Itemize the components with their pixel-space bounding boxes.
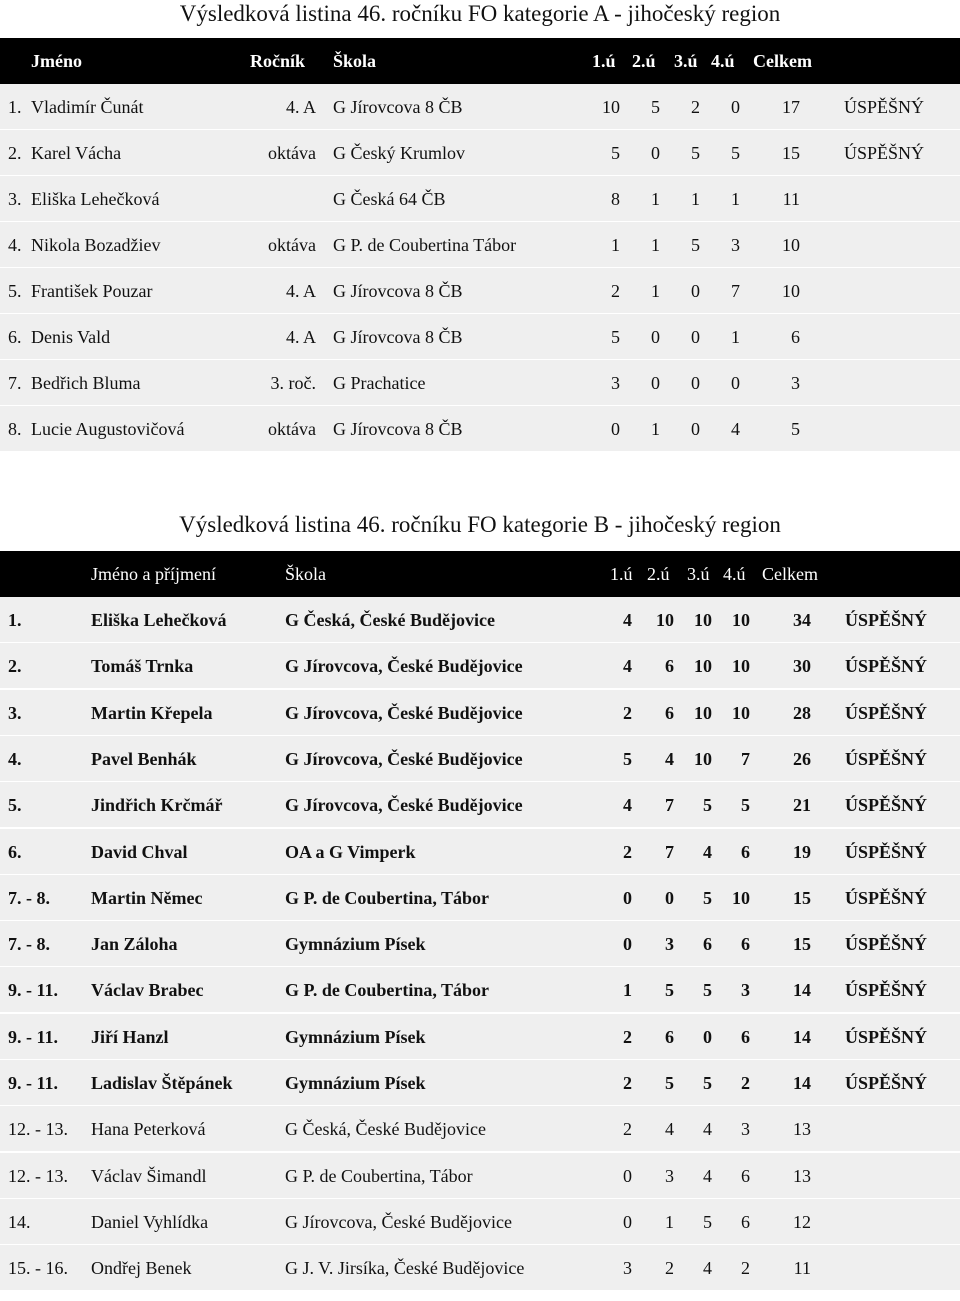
column-header: Jméno: [31, 51, 82, 71]
table-row: [0, 84, 960, 130]
column-header: Škola: [333, 51, 377, 71]
table-row: [0, 967, 960, 1013]
cell-year: oktáva: [268, 419, 316, 439]
column-header: Škola: [285, 564, 327, 584]
cell-school: OA a G Vimperk: [285, 841, 416, 862]
cell-s2: 3: [665, 934, 674, 955]
cell-s4: 5: [741, 795, 750, 816]
table-row: [0, 597, 960, 643]
status-label: ÚSPĚŠNÝ: [845, 702, 928, 723]
column-header: 3.ú: [687, 564, 710, 584]
table-row: [0, 176, 960, 222]
cell-rank: 6.: [8, 327, 22, 347]
status-label: ÚSPĚŠNÝ: [843, 143, 924, 163]
cell-name: Jindřich Krčmář: [91, 795, 223, 816]
cell-name: Tomáš Trnka: [91, 656, 194, 677]
cell-s2: 0: [651, 373, 660, 393]
cell-s3: 2: [691, 97, 700, 117]
cell-s1: 2: [611, 281, 620, 301]
cell-rank: 7. - 8.: [8, 887, 50, 908]
table-b-title: Výsledková listina 46. ročníku FO kategorie B - jihočeský region: [179, 512, 781, 537]
cell-year: 4. A: [285, 97, 316, 117]
cell-school: Gymnázium Písek: [285, 1073, 426, 1093]
cell-school: G Česká 64 ČB: [333, 189, 446, 209]
status-label: ÚSPĚŠNÝ: [843, 97, 924, 117]
cell-s1: 0: [623, 1211, 632, 1232]
cell-s2: 0: [651, 143, 660, 163]
cell-rank: 15. - 16.: [8, 1258, 68, 1279]
column-header: Celkem: [753, 51, 812, 71]
cell-s3: 0: [691, 419, 700, 439]
cell-name: Denis Vald: [31, 327, 111, 347]
table-row: [0, 268, 960, 314]
column-header: 2.ú: [647, 564, 670, 584]
table-row: [0, 1106, 960, 1152]
cell-rank: 8.: [8, 419, 22, 439]
cell-s4: 1: [731, 327, 740, 347]
column-header: 2.ú: [632, 51, 656, 71]
cell-total: 15: [793, 934, 811, 955]
table-row: [0, 406, 960, 452]
cell-total: 15: [793, 887, 811, 908]
cell-school: G Jírovcova, České Budějovice: [285, 702, 523, 723]
cell-rank: 3.: [8, 702, 22, 723]
cell-name: Václav Šimandl: [91, 1165, 207, 1186]
cell-school: G Jírovcova 8 ČB: [333, 419, 463, 439]
cell-name: Nikola Bozadžiev: [31, 235, 161, 255]
column-header: Ročník: [250, 51, 306, 71]
cell-name: Jiří Hanzl: [91, 1026, 169, 1047]
cell-s1: 5: [623, 748, 632, 769]
cell-rank: 5.: [8, 281, 22, 301]
cell-name: Václav Brabec: [91, 980, 204, 1001]
cell-s4: 3: [741, 980, 750, 1001]
column-header: Celkem: [762, 564, 818, 584]
cell-total: 34: [793, 610, 811, 630]
cell-s4: 6: [741, 841, 750, 862]
table-row: [0, 222, 960, 268]
cell-s2: 4: [665, 748, 674, 769]
cell-s2: 1: [651, 419, 660, 439]
cell-s2: 5: [665, 980, 674, 1001]
cell-s3: 5: [703, 887, 712, 908]
cell-s4: 6: [741, 1026, 750, 1047]
cell-total: 21: [793, 795, 811, 816]
cell-rank: 2.: [8, 656, 22, 677]
cell-school: G Jírovcova 8 ČB: [333, 327, 463, 347]
cell-s3: 6: [703, 934, 712, 955]
column-header: Jméno a příjmení: [91, 564, 216, 584]
cell-name: Martin Křepela: [91, 702, 213, 723]
cell-year: 4. A: [285, 281, 316, 301]
table-row: [0, 736, 960, 782]
status-label: ÚSPĚŠNÝ: [845, 980, 928, 1001]
cell-s3: 0: [691, 373, 700, 393]
cell-total: 28: [793, 702, 811, 723]
cell-total: 10: [782, 281, 800, 301]
cell-s2: 4: [665, 1119, 674, 1140]
cell-s2: 10: [656, 610, 674, 630]
cell-school: G Česká, České Budějovice: [285, 610, 495, 630]
cell-total: 30: [793, 656, 811, 677]
status-label: ÚSPĚŠNÝ: [845, 1073, 928, 1093]
cell-s3: 10: [694, 610, 712, 630]
cell-s1: 1: [611, 235, 620, 255]
cell-total: 19: [793, 841, 811, 862]
cell-s4: 4: [731, 419, 740, 439]
cell-school: G Česká, České Budějovice: [285, 1119, 486, 1140]
cell-s1: 2: [623, 841, 632, 862]
cell-s3: 5: [691, 143, 700, 163]
table-row: [0, 314, 960, 360]
cell-total: 17: [782, 97, 800, 117]
table-row: [0, 360, 960, 406]
table-row: [0, 829, 960, 875]
cell-name: Hana Peterková: [91, 1119, 206, 1140]
table-row: [0, 690, 960, 736]
table-header-row: [0, 551, 960, 597]
cell-total: 14: [793, 1073, 811, 1093]
cell-s3: 5: [703, 1211, 712, 1232]
cell-s1: 3: [623, 1258, 632, 1279]
status-label: ÚSPĚŠNÝ: [845, 887, 928, 908]
cell-year: oktáva: [268, 143, 316, 163]
cell-name: Eliška Lehečková: [31, 189, 160, 209]
cell-s1: 0: [611, 419, 620, 439]
cell-name: Vladimír Čunát: [31, 97, 144, 117]
cell-s3: 0: [691, 281, 700, 301]
cell-total: 6: [791, 327, 800, 347]
cell-name: Karel Vácha: [31, 143, 122, 163]
cell-s3: 4: [703, 1119, 712, 1140]
cell-school: G Jírovcova 8 ČB: [333, 281, 463, 301]
cell-total: 14: [793, 1026, 811, 1047]
cell-s4: 2: [741, 1258, 750, 1279]
cell-s2: 6: [665, 1026, 674, 1047]
table-row: [0, 782, 960, 828]
cell-school: G Jírovcova, České Budějovice: [285, 656, 523, 677]
cell-rank: 9. - 11.: [8, 1073, 59, 1093]
table-row: [0, 130, 960, 176]
table-row: [0, 1153, 960, 1199]
cell-s3: 4: [703, 1165, 712, 1186]
cell-s3: 5: [691, 235, 700, 255]
cell-s4: 3: [731, 235, 740, 255]
cell-school: G P. de Coubertina, Tábor: [285, 887, 490, 908]
cell-rank: 7. - 8.: [8, 934, 50, 955]
table-row: [0, 1245, 960, 1291]
cell-name: Ladislav Štěpánek: [91, 1073, 233, 1093]
cell-s1: 2: [623, 1073, 632, 1093]
cell-s3: 4: [703, 1258, 712, 1279]
cell-s1: 2: [623, 1119, 632, 1140]
cell-school: G P. de Coubertina Tábor: [333, 235, 517, 255]
status-label: ÚSPĚŠNÝ: [845, 934, 928, 955]
cell-s2: 3: [665, 1165, 674, 1186]
cell-s4: 10: [732, 610, 750, 630]
cell-school: G P. de Coubertina, Tábor: [285, 980, 490, 1001]
cell-s1: 4: [623, 656, 632, 677]
cell-s1: 0: [623, 887, 632, 908]
cell-s2: 2: [665, 1258, 674, 1279]
cell-s1: 8: [611, 189, 620, 209]
cell-s4: 7: [731, 281, 740, 301]
status-label: ÚSPĚŠNÝ: [845, 748, 928, 769]
cell-s2: 1: [651, 281, 660, 301]
cell-s4: 6: [741, 1165, 750, 1186]
cell-s2: 5: [651, 97, 660, 117]
cell-rank: 4.: [8, 235, 22, 255]
cell-name: Lucie Augustovičová: [31, 419, 185, 439]
cell-school: G Prachatice: [333, 373, 426, 393]
cell-school: G Český Krumlov: [333, 143, 465, 163]
column-header: 4.ú: [723, 564, 746, 584]
cell-s4: 10: [732, 656, 750, 677]
cell-s1: 5: [611, 327, 620, 347]
cell-s2: 5: [665, 1073, 674, 1093]
cell-school: G Jírovcova, České Budějovice: [285, 795, 523, 816]
cell-name: Bedřich Bluma: [31, 373, 141, 393]
cell-rank: 7.: [8, 373, 22, 393]
cell-total: 14: [793, 980, 811, 1001]
cell-name: Eliška Lehečková: [91, 610, 227, 630]
cell-name: Ondřej Benek: [91, 1258, 192, 1279]
cell-rank: 6.: [8, 841, 22, 862]
cell-total: 13: [793, 1165, 811, 1186]
cell-rank: 3.: [8, 189, 22, 209]
cell-name: Jan Záloha: [91, 934, 178, 955]
table-row: [0, 1060, 960, 1106]
cell-year: 4. A: [285, 327, 316, 347]
cell-rank: 9. - 11.: [8, 980, 59, 1001]
cell-name: Pavel Benhák: [91, 748, 197, 769]
cell-s1: 4: [623, 795, 632, 816]
cell-s4: 6: [741, 1211, 750, 1232]
cell-s1: 3: [611, 373, 620, 393]
cell-total: 5: [791, 419, 800, 439]
cell-s3: 0: [703, 1026, 712, 1047]
table-row: [0, 1014, 960, 1060]
cell-rank: 9. - 11.: [8, 1026, 59, 1047]
cell-s2: 7: [665, 841, 674, 862]
cell-rank: 12. - 13.: [8, 1165, 68, 1186]
table-row: [0, 643, 960, 689]
cell-rank: 1.: [8, 97, 22, 117]
cell-school: G Jírovcova, České Budějovice: [285, 748, 523, 769]
cell-s1: 4: [623, 610, 632, 630]
cell-school: Gymnázium Písek: [285, 934, 426, 955]
cell-s3: 5: [703, 980, 712, 1001]
cell-s4: 10: [732, 887, 750, 908]
table-row: [0, 921, 960, 967]
cell-s4: 0: [731, 97, 740, 117]
cell-name: David Chval: [91, 841, 188, 862]
cell-s1: 1: [623, 980, 632, 1001]
status-label: ÚSPĚŠNÝ: [845, 1026, 928, 1047]
cell-s3: 10: [694, 656, 712, 677]
cell-s4: 2: [741, 1073, 750, 1093]
table-a-title: Výsledková listina 46. ročníku FO kategorie A - jihočeský region: [179, 1, 781, 26]
cell-s2: 1: [651, 189, 660, 209]
cell-name: Martin Němec: [91, 887, 203, 908]
column-header: 1.ú: [592, 51, 616, 71]
cell-s1: 10: [602, 97, 620, 117]
cell-s1: 2: [623, 702, 632, 723]
cell-s4: 3: [741, 1119, 750, 1140]
cell-s1: 5: [611, 143, 620, 163]
cell-total: 10: [782, 235, 800, 255]
cell-s4: 0: [731, 373, 740, 393]
cell-s1: 0: [623, 934, 632, 955]
cell-rank: 4.: [8, 748, 22, 769]
cell-school: G P. de Coubertina, Tábor: [285, 1165, 473, 1186]
cell-s2: 1: [651, 235, 660, 255]
cell-s2: 1: [665, 1211, 674, 1232]
cell-s2: 0: [651, 327, 660, 347]
status-label: ÚSPĚŠNÝ: [845, 656, 928, 677]
cell-s4: 6: [741, 934, 750, 955]
cell-s2: 6: [665, 702, 674, 723]
cell-s2: 0: [665, 887, 674, 908]
cell-s3: 0: [691, 327, 700, 347]
cell-s3: 4: [703, 841, 712, 862]
column-header: 3.ú: [674, 51, 698, 71]
cell-s2: 6: [665, 656, 674, 677]
cell-s4: 7: [741, 748, 750, 769]
cell-total: 3: [791, 373, 800, 393]
cell-total: 12: [793, 1211, 811, 1232]
cell-rank: 12. - 13.: [8, 1119, 68, 1140]
cell-total: 13: [793, 1119, 811, 1140]
cell-school: G Jírovcova, České Budějovice: [285, 1211, 512, 1232]
cell-school: G J. V. Jirsíka, České Budějovice: [285, 1258, 525, 1279]
table-header-row: [0, 38, 960, 84]
cell-s1: 0: [623, 1165, 632, 1186]
status-label: ÚSPĚŠNÝ: [845, 795, 928, 816]
cell-name: František Pouzar: [31, 281, 153, 301]
cell-rank: 14.: [8, 1211, 31, 1232]
cell-school: Gymnázium Písek: [285, 1026, 426, 1047]
cell-rank: 2.: [8, 143, 22, 163]
cell-s4: 10: [732, 702, 750, 723]
cell-s3: 1: [691, 189, 700, 209]
column-header: 4.ú: [711, 51, 735, 71]
cell-total: 26: [793, 748, 811, 769]
cell-s3: 5: [703, 1073, 712, 1093]
status-label: ÚSPĚŠNÝ: [845, 610, 928, 630]
cell-total: 11: [793, 1258, 811, 1279]
cell-total: 15: [782, 143, 800, 163]
column-header: 1.ú: [610, 564, 633, 584]
table-row: [0, 875, 960, 921]
cell-s4: 5: [731, 143, 740, 163]
cell-year: oktáva: [268, 235, 316, 255]
cell-year: 3. roč.: [270, 373, 316, 393]
cell-s3: 10: [694, 702, 712, 723]
cell-rank: 1.: [8, 610, 22, 630]
cell-total: 11: [782, 189, 800, 209]
status-label: ÚSPĚŠNÝ: [845, 841, 928, 862]
table-row: [0, 1199, 960, 1245]
cell-s3: 5: [703, 795, 712, 816]
cell-s3: 10: [694, 748, 712, 769]
cell-school: G Jírovcova 8 ČB: [333, 97, 463, 117]
cell-name: Daniel Vyhlídka: [91, 1211, 209, 1232]
cell-rank: 5.: [8, 795, 22, 816]
cell-s4: 1: [731, 189, 740, 209]
cell-s2: 7: [665, 795, 674, 816]
cell-s1: 2: [623, 1026, 632, 1047]
